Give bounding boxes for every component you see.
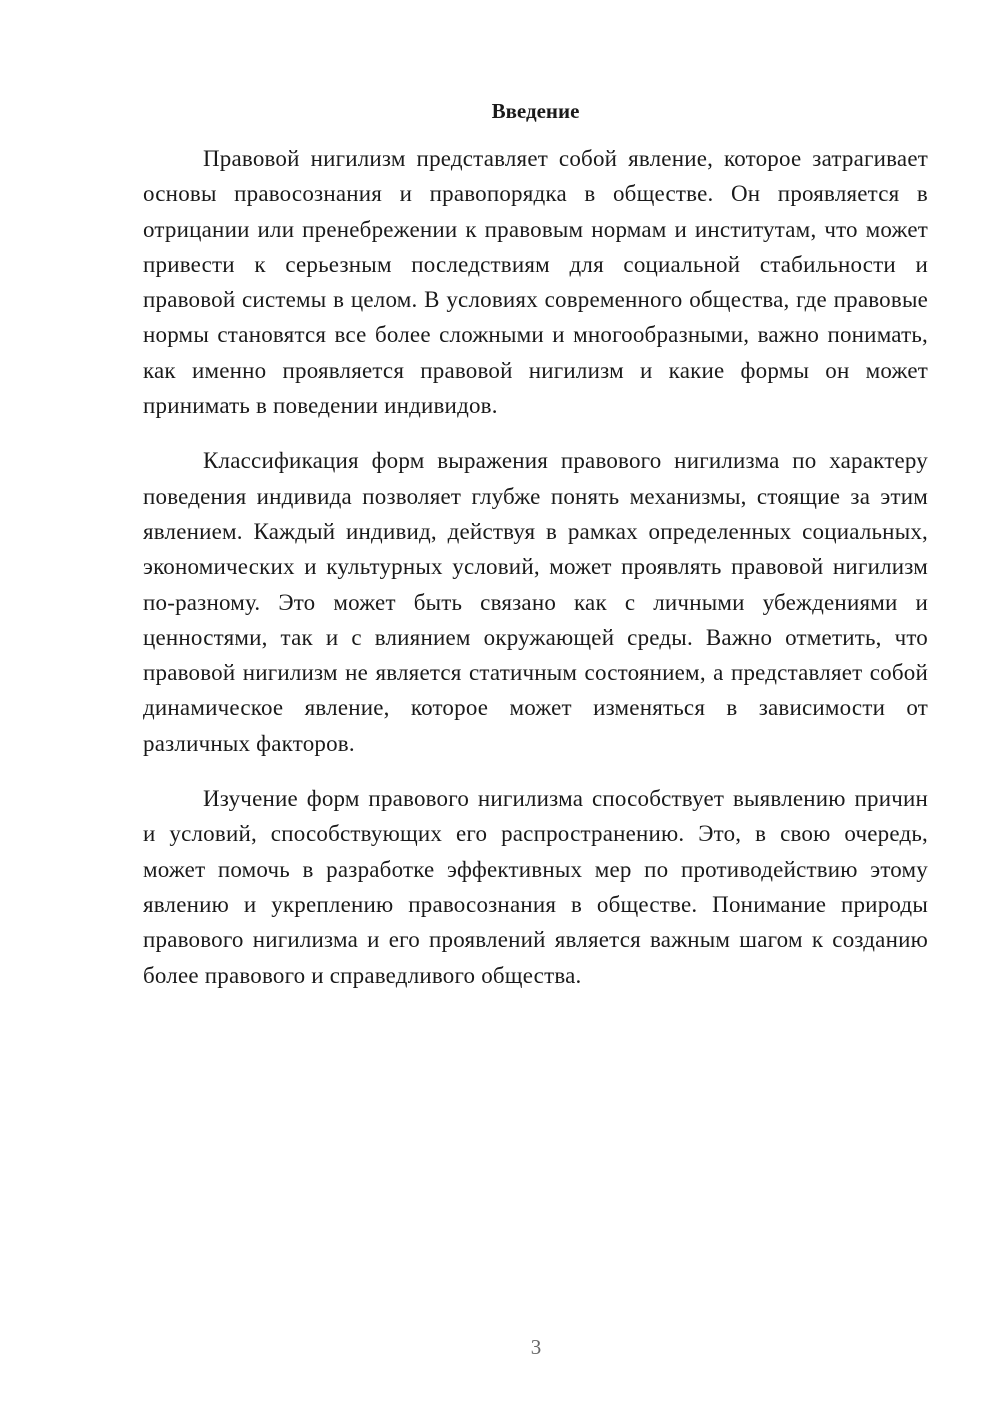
section-heading: Введение: [491, 99, 580, 123]
paragraph-2: Классификация форм выражения правового нигилизма по характеру поведения индивида позволяет глубже понять механизмы, стоящие за этим явлением. Каждый индивид, действуя в рамках определенных социальных, экономических и культурных условий, может проявлять правовой нигилизм по-разному. Это может быть связано как с личными убеждениями и ценностями, так и с влиянием окружающей среды. Важно отметить, что правовой нигилизм не является статичным состоянием, а представляет собой динамическое явление, которое может изменяться в зависимости от различных факторов.: [143, 448, 928, 756]
paragraph-3: Изучение форм правового нигилизма способствует выявлению причин и условий, способствующих его распространению. Это, в свою очередь, может помочь в разработке эффективных мер по противодействию этому явлению и укреплению правосознания в обществе. Понимание природы правового нигилизма и его проявлений является важным шагом к созданию более правового и справедливого общества.: [143, 786, 928, 988]
page-number: 3: [530, 1335, 542, 1359]
body-text: [143, 141, 928, 993]
paragraph-1: Правовой нигилизм представляет собой явление, которое затрагивает основы правосознания и правопорядка в обществе. Он проявляется в отрицании или пренебрежении к правовым нормам и институтам, что может привести к серьезным последствиям для социальной стабильности и правовой системы в целом. В условиях современного общества, где правовые нормы становятся все более сложными и многообразными, важно понимать, как именно проявляется правовой нигилизм и какие формы он может принимать в поведении индивидов.: [143, 146, 928, 419]
